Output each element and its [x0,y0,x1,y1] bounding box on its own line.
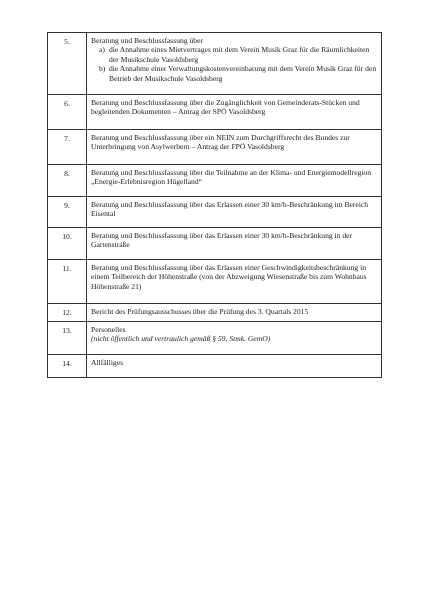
item-title: Beratung und Beschlussfassung über ein NEIN zum Durchgriffsrecht des Bundes zur Unterbringung von Asylwerbern – Antrag der FPÖ Vasoldsberg [87,130,382,165]
item-number: 5. [48,33,87,95]
item-number: 13. [48,322,87,355]
agenda-row [48,260,382,304]
agenda-row [48,130,382,165]
sub-item-text: die Annahme einer Verwaltungskostenvereinbarung mit dem Verein Musik Graz für den Betrieb der Musikschule Vasoldsberg [109,64,377,83]
agenda-row [48,197,382,228]
item-number: 6. [48,95,87,130]
item-title: Beratung und Beschlussfassung über das Erlassen einer 30 km/h-Beschränkung im Bereich Eisental [87,197,382,228]
item-title: Beratung und Beschlussfassung über das Erlassen einer Geschwindigkeitsbeschränkung in einem Teilbereich der Höhenstraße (von der Abzweigung Wiesenstraße bis zum Wohnhaus Höhenstraße 21) [87,260,382,304]
item-text [87,33,382,95]
item-title: Allfälliges [87,355,382,378]
item-number: 14. [48,355,87,378]
agenda-row [48,165,382,197]
item-number: 9. [48,197,87,228]
agenda-row [48,228,382,260]
item-title: Beratung und Beschlussfassung über [91,36,203,45]
item-number: 7. [48,130,87,165]
item-title: Bericht des Prüfungsausschusses über die Prüfung des 3. Quartals 2015 [87,304,382,322]
item-title: Beratung und Beschlussfassung über das Erlassen einer 30 km/h-Beschränkung in der Gartenstraße [87,228,382,260]
sub-item [91,45,377,64]
agenda-row [48,95,382,130]
item-number: 11. [48,260,87,304]
item-number: 8. [48,165,87,197]
item-title: Personelles [91,325,126,334]
item-number: 10. [48,228,87,260]
item-number: 12. [48,304,87,322]
agenda-row [48,355,382,378]
item-note: (nicht öffentlich und vertraulich gemäß § 59, Stmk. GemO) [91,334,271,344]
sub-item-text: die Annahme eines Mietvertrages mit dem Verein Musik Graz für die Räumlichkeiten der Musikschule Vasoldsberg [109,45,370,64]
agenda-row [48,322,382,355]
agenda-row [48,33,382,95]
agenda-table [47,32,382,378]
item-title: Beratung und Beschlussfassung über die Zugänglichkeit von Gemeinderats-Stücken und begleitenden Dokumenten – Antrag der SPÖ Vasoldsberg [87,95,382,130]
item-text [87,322,382,355]
item-title: Beratung und Beschlussfassung über die Teilnahme an der Klima- und Energiemodellregion „Energie-Erlebnisregion Hügelland“ [87,165,382,197]
sub-item-marker: a) [99,45,105,55]
agenda-row [48,304,382,322]
sub-item-marker: b) [99,64,106,74]
sub-item [91,64,377,83]
